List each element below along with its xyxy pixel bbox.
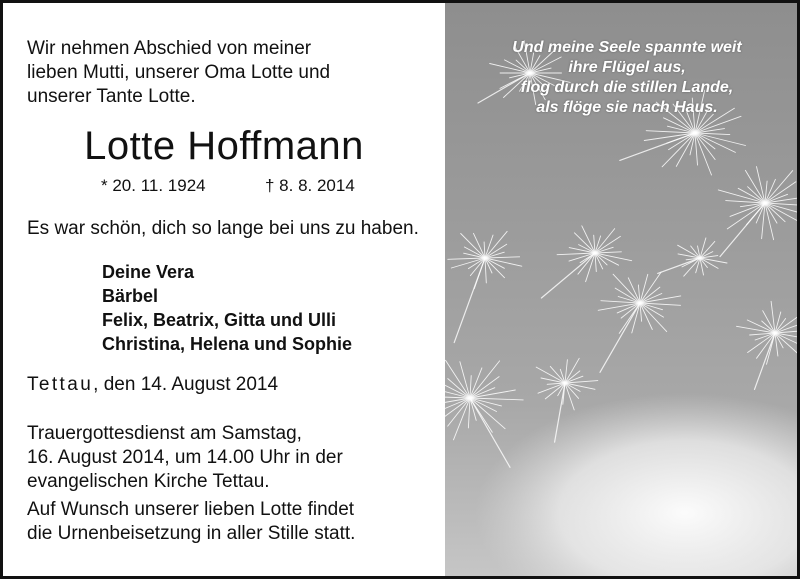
intro-text <box>27 37 427 109</box>
deceased-name: Lotte Hoffmann <box>84 124 364 168</box>
seed-parachute <box>658 238 727 276</box>
seed-parachute <box>718 167 797 257</box>
intro-line: Wir nehmen Abschied von meiner <box>27 38 312 59</box>
poem-line: flog durch die stillen Lande, <box>520 79 734 96</box>
notice-date: , den 14. August 2014 <box>93 374 279 395</box>
service-line: evangelischen Kirche Tettau. <box>27 471 270 492</box>
family-signature <box>102 260 352 356</box>
service-info <box>27 422 427 494</box>
place-name: Tettau <box>27 374 94 395</box>
service-line: 16. August 2014, um 14.00 Uhr in der <box>27 447 343 468</box>
urn-line: die Urnenbeisetzung in aller Stille statt. <box>27 523 356 544</box>
seed-parachute <box>448 231 522 342</box>
urn-burial-info <box>27 498 427 546</box>
intro-line: lieben Mutti, unserer Oma Lotte und <box>27 62 331 83</box>
birth-date: * 20. 11. 1924 <box>101 176 206 195</box>
seed-parachute <box>598 272 681 372</box>
dandelion-seeds-photo <box>445 3 797 576</box>
poem-verse <box>445 38 800 118</box>
poem-line: als flöge sie nach Haus. <box>536 99 718 116</box>
farewell-sentence: Es war schön, dich so lange bei uns zu haben. <box>27 218 419 239</box>
intro-line: unserer Tante Lotte. <box>27 86 196 107</box>
dandelion-head <box>475 393 797 576</box>
service-line: Trauergottesdienst am Samstag, <box>27 423 302 444</box>
place-date <box>27 373 278 397</box>
seed-parachute <box>737 301 798 389</box>
family-line: Christina, Helena und Sophie <box>102 334 353 354</box>
family-line: Felix, Beatrix, Gitta und Ulli <box>102 310 337 330</box>
family-line: Bärbel <box>102 286 159 306</box>
text-column <box>3 3 445 576</box>
poem-line: Und meine Seele spannte weit <box>512 39 742 56</box>
death-date: † 8. 8. 2014 <box>265 176 355 195</box>
family-line: Deine Vera <box>102 262 195 282</box>
poem-line: ihre Flügel aus, <box>568 59 686 76</box>
urn-line: Auf Wunsch unserer lieben Lotte findet <box>27 499 355 520</box>
seed-parachute <box>541 226 631 298</box>
